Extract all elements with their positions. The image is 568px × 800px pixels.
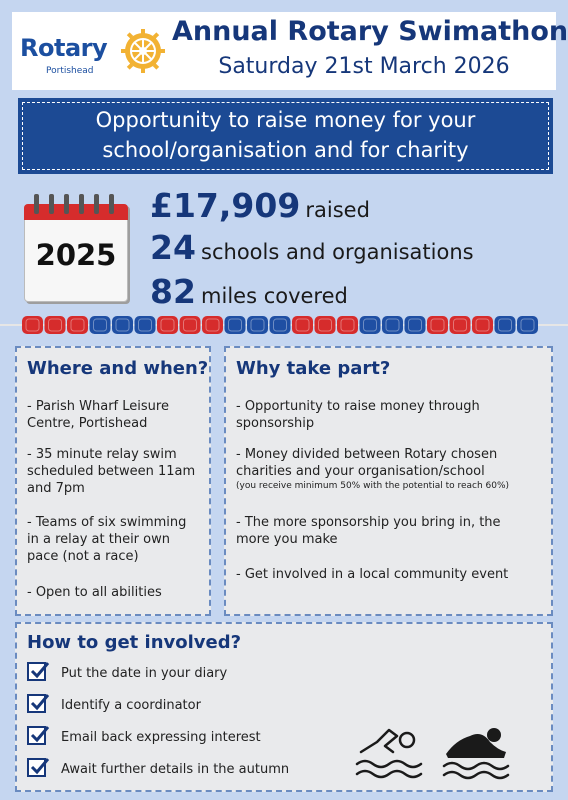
lane-floats-icon xyxy=(0,314,568,336)
logo-subtext: Portishead xyxy=(46,66,94,76)
stat-miles xyxy=(150,272,348,311)
where-item: - Open to all abilities xyxy=(27,585,162,600)
where-item: - Teams of six swimming in a relay at their own pace (not a race) xyxy=(27,515,187,564)
raised-label: raised xyxy=(305,198,370,222)
why-item: - Opportunity to raise money through sponsorship xyxy=(236,399,480,431)
stat-schools xyxy=(150,228,474,267)
checkbox-icon xyxy=(27,758,46,777)
why-heading: Why take part? xyxy=(236,358,391,379)
page-title: Annual Rotary Swimathon xyxy=(172,16,568,47)
how-panel xyxy=(15,622,553,792)
how-step: Await further details in the autumn xyxy=(61,762,290,777)
why-item xyxy=(236,446,541,492)
where-item: - Parish Wharf Leisure Centre, Portishead xyxy=(27,399,169,431)
where-item: - 35 minute relay swim scheduled between 11am and 7pm xyxy=(27,447,196,496)
why-item: - Get involved in a local community event xyxy=(236,567,509,582)
miles-label: miles covered xyxy=(201,284,348,308)
swimmer-filled-icon xyxy=(442,722,512,780)
lane-rope-divider xyxy=(0,314,568,336)
header xyxy=(12,12,568,90)
why-item-text: - Money divided between Rotary chosen charities and your organisation/school xyxy=(236,447,498,479)
where-heading: Where and when? xyxy=(27,358,209,379)
schools-count: 24 xyxy=(150,228,196,267)
checkbox-icon xyxy=(27,726,46,745)
stat-raised xyxy=(150,186,370,225)
banner-line-2: school/organisation and for charity xyxy=(102,138,469,162)
checkbox-icon xyxy=(27,694,46,713)
swimmer-outline-icon xyxy=(355,722,425,780)
why-item: - The more sponsorship you bring in, the more you make xyxy=(236,515,501,547)
why-panel xyxy=(224,346,553,616)
why-item-note: (you receive minimum 50% with the potential to reach 60%) xyxy=(236,481,510,491)
checkbox-icon xyxy=(27,662,46,681)
banner-line-1: Opportunity to raise money for your xyxy=(95,108,476,132)
how-step: Email back expressing interest xyxy=(61,730,261,745)
miles-count: 82 xyxy=(150,272,196,311)
how-step: Put the date in your diary xyxy=(61,666,228,681)
calendar-rings-icon xyxy=(22,190,132,224)
rotary-wheel-icon xyxy=(120,28,166,74)
schools-label: schools and organisations xyxy=(201,240,474,264)
calendar-icon xyxy=(22,190,132,308)
banner xyxy=(18,98,553,174)
logo-text: Rotary xyxy=(20,34,108,62)
how-step: Identify a coordinator xyxy=(61,698,201,713)
where-when-panel xyxy=(15,346,211,616)
how-heading: How to get involved? xyxy=(27,632,242,653)
calendar-year: 2025 xyxy=(35,238,117,272)
event-date: Saturday 21st March 2026 xyxy=(218,54,510,79)
raised-amount: £17,909 xyxy=(150,186,301,225)
rotary-logo xyxy=(20,22,172,82)
